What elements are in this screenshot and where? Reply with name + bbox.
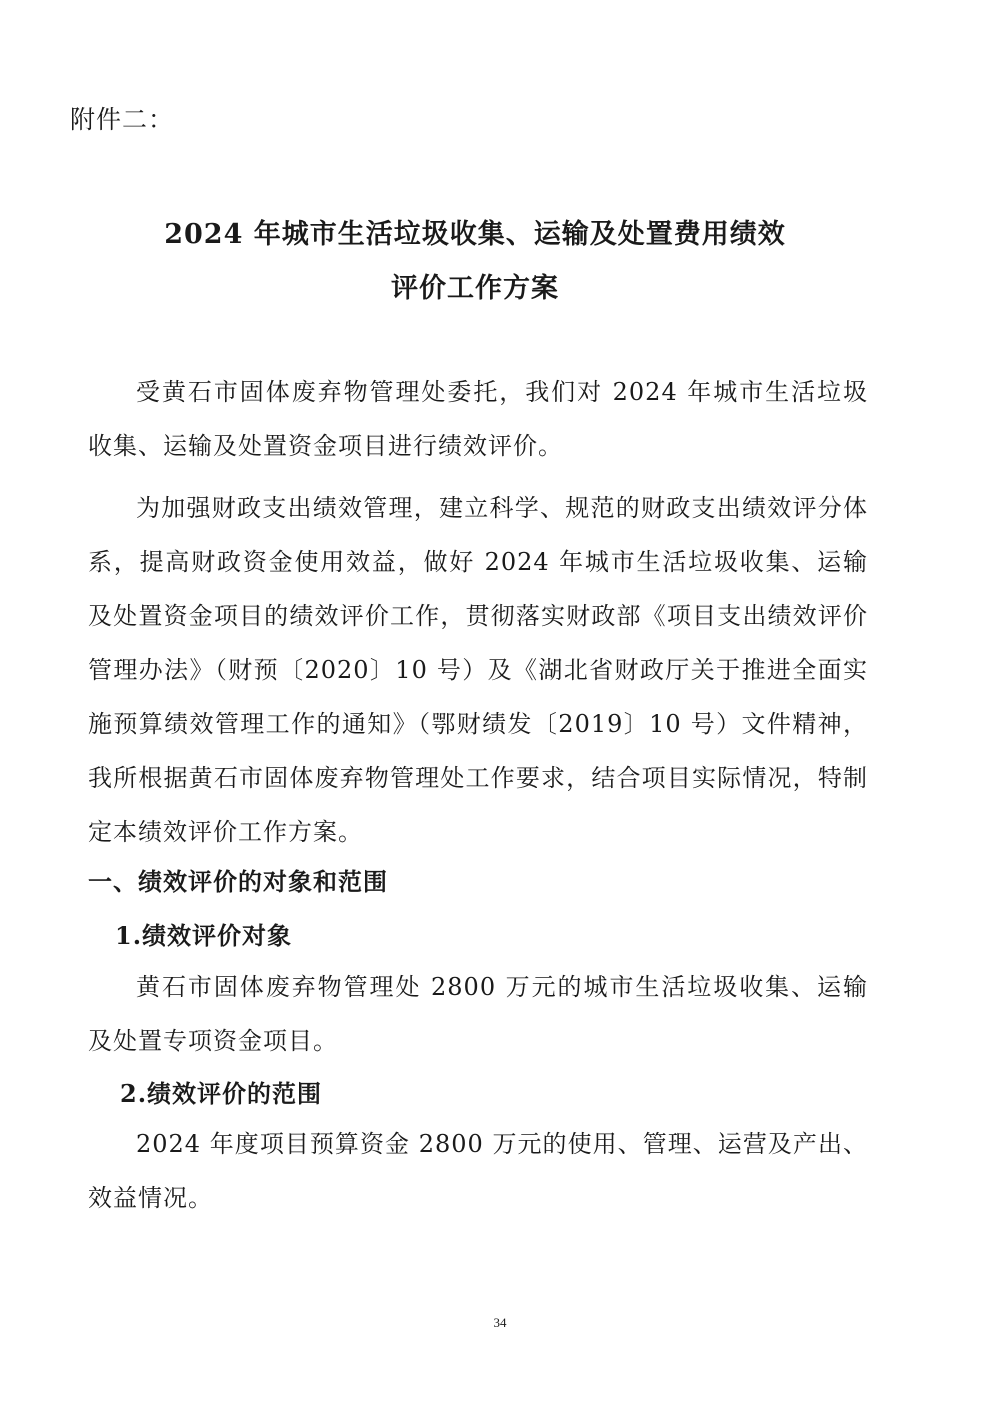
- subsection-text-object: 黄石市固体废弃物管理处 2800 万元的城市生活垃圾收集、运输及处置专项资金项目。: [88, 973, 868, 1055]
- annex-label: 附件二：: [70, 105, 175, 134]
- section-heading: 一、绩效评价的对象和范围: [88, 867, 388, 896]
- intro-paragraph: 受黄石市固体废弃物管理处委托，我们对 2024 年城市生活垃圾收集、运输及处置资金项目进行绩效评价。: [88, 378, 868, 460]
- page-number: 34: [493, 1315, 507, 1330]
- subsection-text-scope: 2024 年度项目预算资金 2800 万元的使用、管理、运营及产出、效益情况。: [88, 1130, 868, 1212]
- document-title-line1: 2024 年城市生活垃圾收集、运输及处置费用绩效: [164, 219, 786, 250]
- document-title-line2: 评价工作方案: [391, 273, 559, 304]
- subsection-heading-object: 1.绩效评价对象: [115, 921, 293, 950]
- purpose-paragraph: 为加强财政支出绩效管理，建立科学、规范的财政支出绩效评分体系，提高财政资金使用效益，做好 2024 年城市生活垃圾收集、运输及处置资金项目的绩效评价工作，贯彻落实财政部《项目支出绩效评价管理办法》（财预〔2020〕10 号）及《湖北省财政厅关于推进全面实施预算绩效管理工作的通知》（鄂财绩发〔2019〕10 号）文件精神，我所根据黄石市固体废弃物管理处工作要求，结合项目实际情况，特制定本绩效评价工作方案。: [88, 494, 868, 846]
- subsection-heading-scope: 2.绩效评价的范围: [120, 1079, 323, 1108]
